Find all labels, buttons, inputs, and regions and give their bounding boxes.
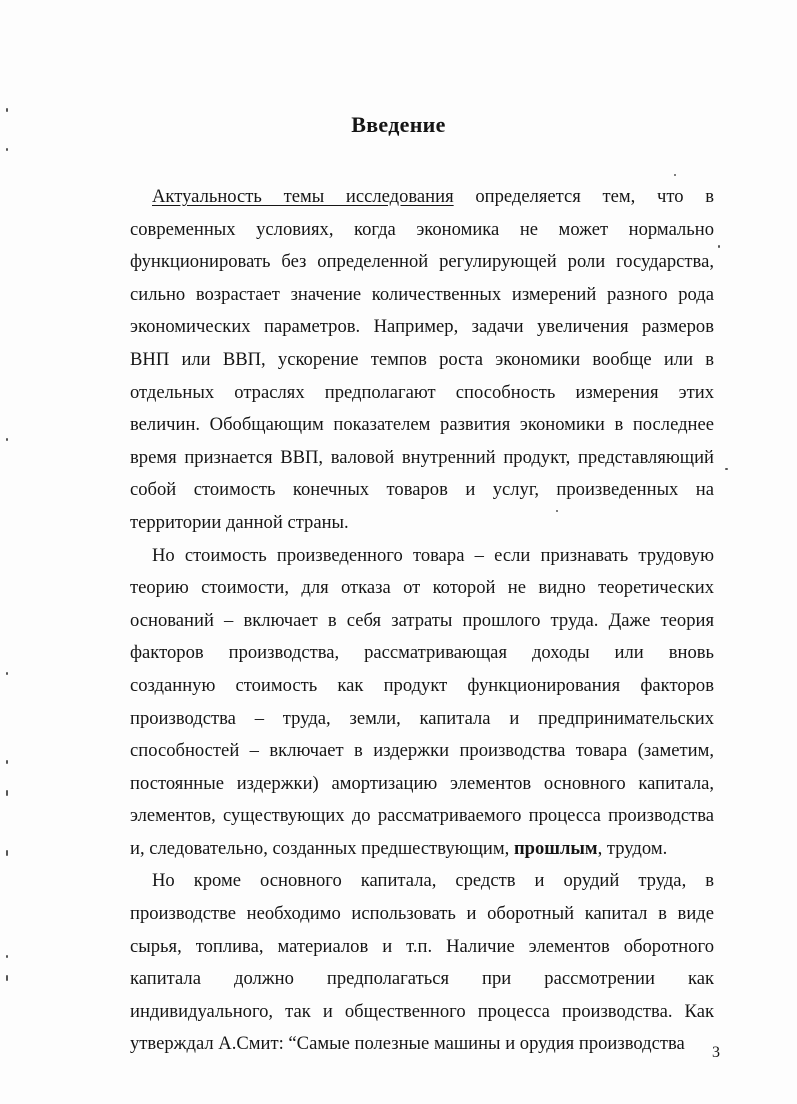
text-segment: капитала должно предполагаться при рассмотрении как bbox=[130, 968, 714, 990]
scan-speck bbox=[556, 510, 558, 512]
text-segment: Но кроме основного капитала, средств и орудий труда, в bbox=[152, 870, 714, 892]
text-line bbox=[130, 605, 714, 638]
text-line bbox=[130, 833, 714, 866]
page-title: Введение bbox=[351, 112, 446, 137]
text-segment: теорию стоимости, для отказа от которой не видно теоретических bbox=[130, 577, 714, 599]
scan-speck bbox=[674, 174, 676, 176]
text-line bbox=[130, 540, 714, 573]
scan-speck bbox=[6, 438, 8, 441]
scan-speck bbox=[6, 672, 8, 675]
scan-speck bbox=[6, 790, 8, 796]
text-line bbox=[130, 800, 714, 833]
text-line bbox=[130, 1028, 714, 1061]
text-line bbox=[130, 377, 714, 410]
text-segment: элементов, существующих до рассматриваемого процесса производства bbox=[130, 805, 714, 827]
text-segment: собой стоимость конечных товаров и услуг, произведенных на bbox=[130, 479, 714, 501]
paragraph bbox=[130, 865, 714, 1061]
text-segment: время признается ВВП, валовой внутренний продукт, представляющий bbox=[130, 446, 714, 468]
text-segment: территории данной страны. bbox=[130, 511, 349, 533]
page-number: 3 bbox=[712, 1044, 720, 1061]
text-segment: функционировать без определенной регулирующей роли государства, bbox=[130, 251, 714, 273]
text-line bbox=[130, 279, 714, 312]
scan-speck bbox=[718, 245, 720, 248]
text-segment: способностей – включает в издержки производства товара (заметим, bbox=[130, 740, 714, 762]
text-line bbox=[130, 865, 714, 898]
scan-speck bbox=[6, 108, 8, 112]
scan-speck bbox=[725, 468, 728, 470]
text-line bbox=[130, 409, 714, 442]
text-segment: созданную стоимость как продукт функционирования факторов bbox=[130, 674, 714, 696]
body-text bbox=[130, 181, 714, 1061]
text-line bbox=[130, 703, 714, 736]
text-line bbox=[130, 474, 714, 507]
text-segment: производства – труда, земли, капитала и предпринимательских bbox=[130, 707, 714, 729]
text-line bbox=[130, 996, 714, 1029]
text-line bbox=[130, 637, 714, 670]
text-segment: утверждал А.Смит: “Самые полезные машины и орудия производства bbox=[130, 1033, 685, 1055]
scan-speck bbox=[6, 760, 8, 764]
text-line bbox=[130, 311, 714, 344]
text-line bbox=[130, 963, 714, 996]
text-segment: факторов производства, рассматривающая доходы или вновь bbox=[130, 642, 714, 664]
paragraph bbox=[130, 540, 714, 866]
text-line bbox=[130, 181, 714, 214]
text-segment: ВНП или ВВП, ускорение темпов роста экономики вообще или в bbox=[130, 348, 714, 370]
text-segment: определяется тем, что в bbox=[453, 186, 714, 207]
text-segment: , трудом. bbox=[597, 837, 668, 859]
text-line bbox=[130, 898, 714, 931]
text-line bbox=[130, 572, 714, 605]
text-line bbox=[130, 507, 714, 540]
paragraph bbox=[130, 181, 714, 540]
text-line bbox=[130, 768, 714, 801]
scan-speck bbox=[6, 975, 8, 981]
text-segment: отдельных отраслях предполагают способность измерения этих bbox=[130, 381, 714, 403]
scan-speck bbox=[6, 148, 8, 151]
text-segment: сильно возрастает значение количественных измерений разного рода bbox=[130, 283, 714, 305]
text-line bbox=[130, 246, 714, 279]
scan-speck bbox=[6, 850, 8, 856]
text-line bbox=[130, 214, 714, 247]
text-segment: индивидуального, так и общественного процесса производства. Как bbox=[130, 1000, 714, 1022]
text-line bbox=[130, 442, 714, 475]
text-segment: прошлым bbox=[513, 837, 598, 859]
text-line bbox=[130, 735, 714, 768]
text-segment: Но стоимость произведенного товара – если признавать трудовую bbox=[152, 544, 714, 566]
text-segment: и, следовательно, созданных предшествующим, bbox=[130, 837, 514, 859]
text-segment: оснований – включает в себя затраты прошлого труда. Даже теория bbox=[130, 609, 714, 631]
text-segment: производстве необходимо использовать и оборотный капитал в виде bbox=[130, 903, 714, 925]
text-line bbox=[130, 670, 714, 703]
text-segment: экономических параметров. Например, задачи увеличения размеров bbox=[130, 316, 714, 338]
text-line bbox=[130, 344, 714, 377]
text-line bbox=[130, 931, 714, 964]
text-segment: постоянные издержки) амортизацию элементов основного капитала, bbox=[130, 772, 714, 794]
text-segment: сырья, топлива, материалов и т.п. Наличие элементов оборотного bbox=[130, 935, 714, 957]
scan-speck bbox=[6, 955, 8, 958]
text-segment: современных условиях, когда экономика не может нормально bbox=[130, 218, 714, 240]
text-segment: Актуальность темы исследования bbox=[152, 186, 454, 207]
text-segment: величин. Обобщающим показателем развития экономики в последнее bbox=[130, 414, 714, 436]
